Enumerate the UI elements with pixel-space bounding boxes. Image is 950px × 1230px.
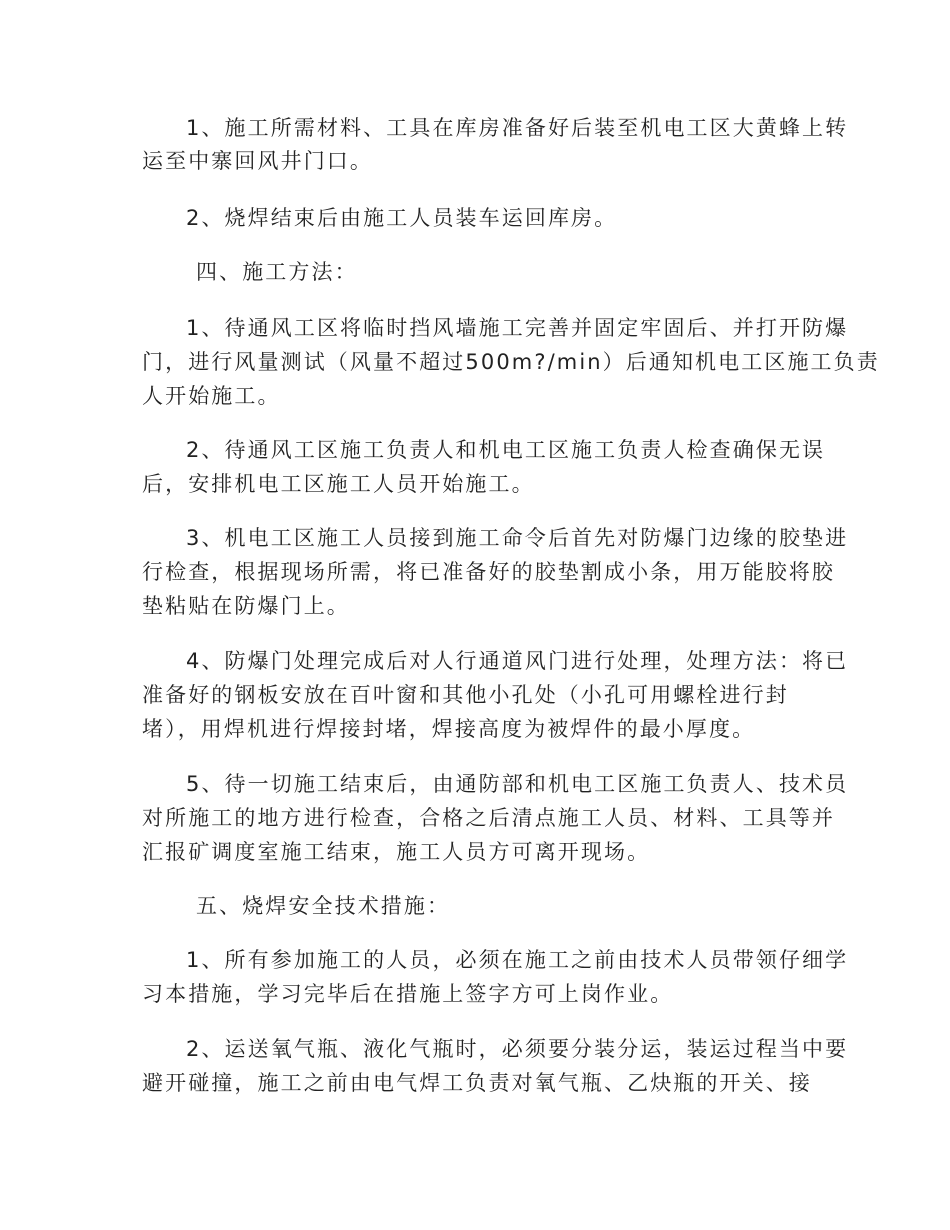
paragraph-line: 垫粘贴在防爆门上。	[142, 594, 350, 618]
section-heading: 四、施工方法：	[196, 260, 358, 284]
paragraph-line: 4、防爆门处理完成后对人行通道风门进行处理，处理方法：将已	[186, 649, 849, 673]
paragraph-line: 堵），用焊机进行焊接封堵，焊接高度为被焊件的最小厚度。	[142, 717, 756, 741]
section-heading: 五、烧焊安全技术措施：	[196, 894, 451, 918]
paragraph-line: 人开始施工。	[142, 384, 281, 408]
paragraph-line: 3、机电工区施工人员接到施工命令后首先对防爆门边缘的胶垫进	[186, 526, 849, 550]
paragraph-line: 后，安排机电工区施工人员开始施工。	[142, 472, 535, 496]
paragraph-line: 对所施工的地方进行检查，合格之后清点施工人员、材料、工具等并	[142, 806, 835, 830]
paragraph-line: 2、待通风工区施工负责人和机电工区施工负责人检查确保无误	[186, 438, 826, 462]
paragraph-line: 门，进行风量测试（风量不超过500m?/min）后通知机电工区施工负责	[142, 350, 880, 374]
paragraph-line: 5、待一切施工结束后，由通防部和机电工区施工负责人、技术员	[186, 772, 849, 796]
paragraph-line: 1、施工所需材料、工具在库房准备好后装至机电工区大黄蜂上转	[186, 116, 849, 140]
paragraph-line: 2、运送氧气瓶、液化气瓶时，必须要分装分运，装运过程当中要	[186, 1037, 849, 1061]
paragraph-line: 习本措施，学习完毕后在措施上签字方可上岗作业。	[142, 982, 674, 1006]
paragraph-line: 避开碰撞，施工之前由电气焊工负责对氧气瓶、乙炔瓶的开关、接	[142, 1071, 812, 1095]
paragraph-line: 汇报矿调度室施工结束，施工人员方可离开现场。	[142, 840, 651, 864]
paragraph-line: 1、所有参加施工的人员，必须在施工之前由技术人员带领仔细学	[186, 948, 849, 972]
paragraph-line: 1、待通风工区将临时挡风墙施工完善并固定牢固后、并打开防爆	[186, 316, 849, 340]
paragraph-line: 准备好的钢板安放在百叶窗和其他小孔处（小孔可用螺栓进行封	[142, 683, 789, 707]
paragraph-line: 运至中寨回风井门口。	[142, 149, 373, 173]
paragraph-line: 2、烧焊结束后由施工人员装车运回库房。	[186, 206, 618, 230]
paragraph-line: 行检查，根据现场所需，将已准备好的胶垫割成小条，用万能胶将胶	[142, 560, 835, 584]
